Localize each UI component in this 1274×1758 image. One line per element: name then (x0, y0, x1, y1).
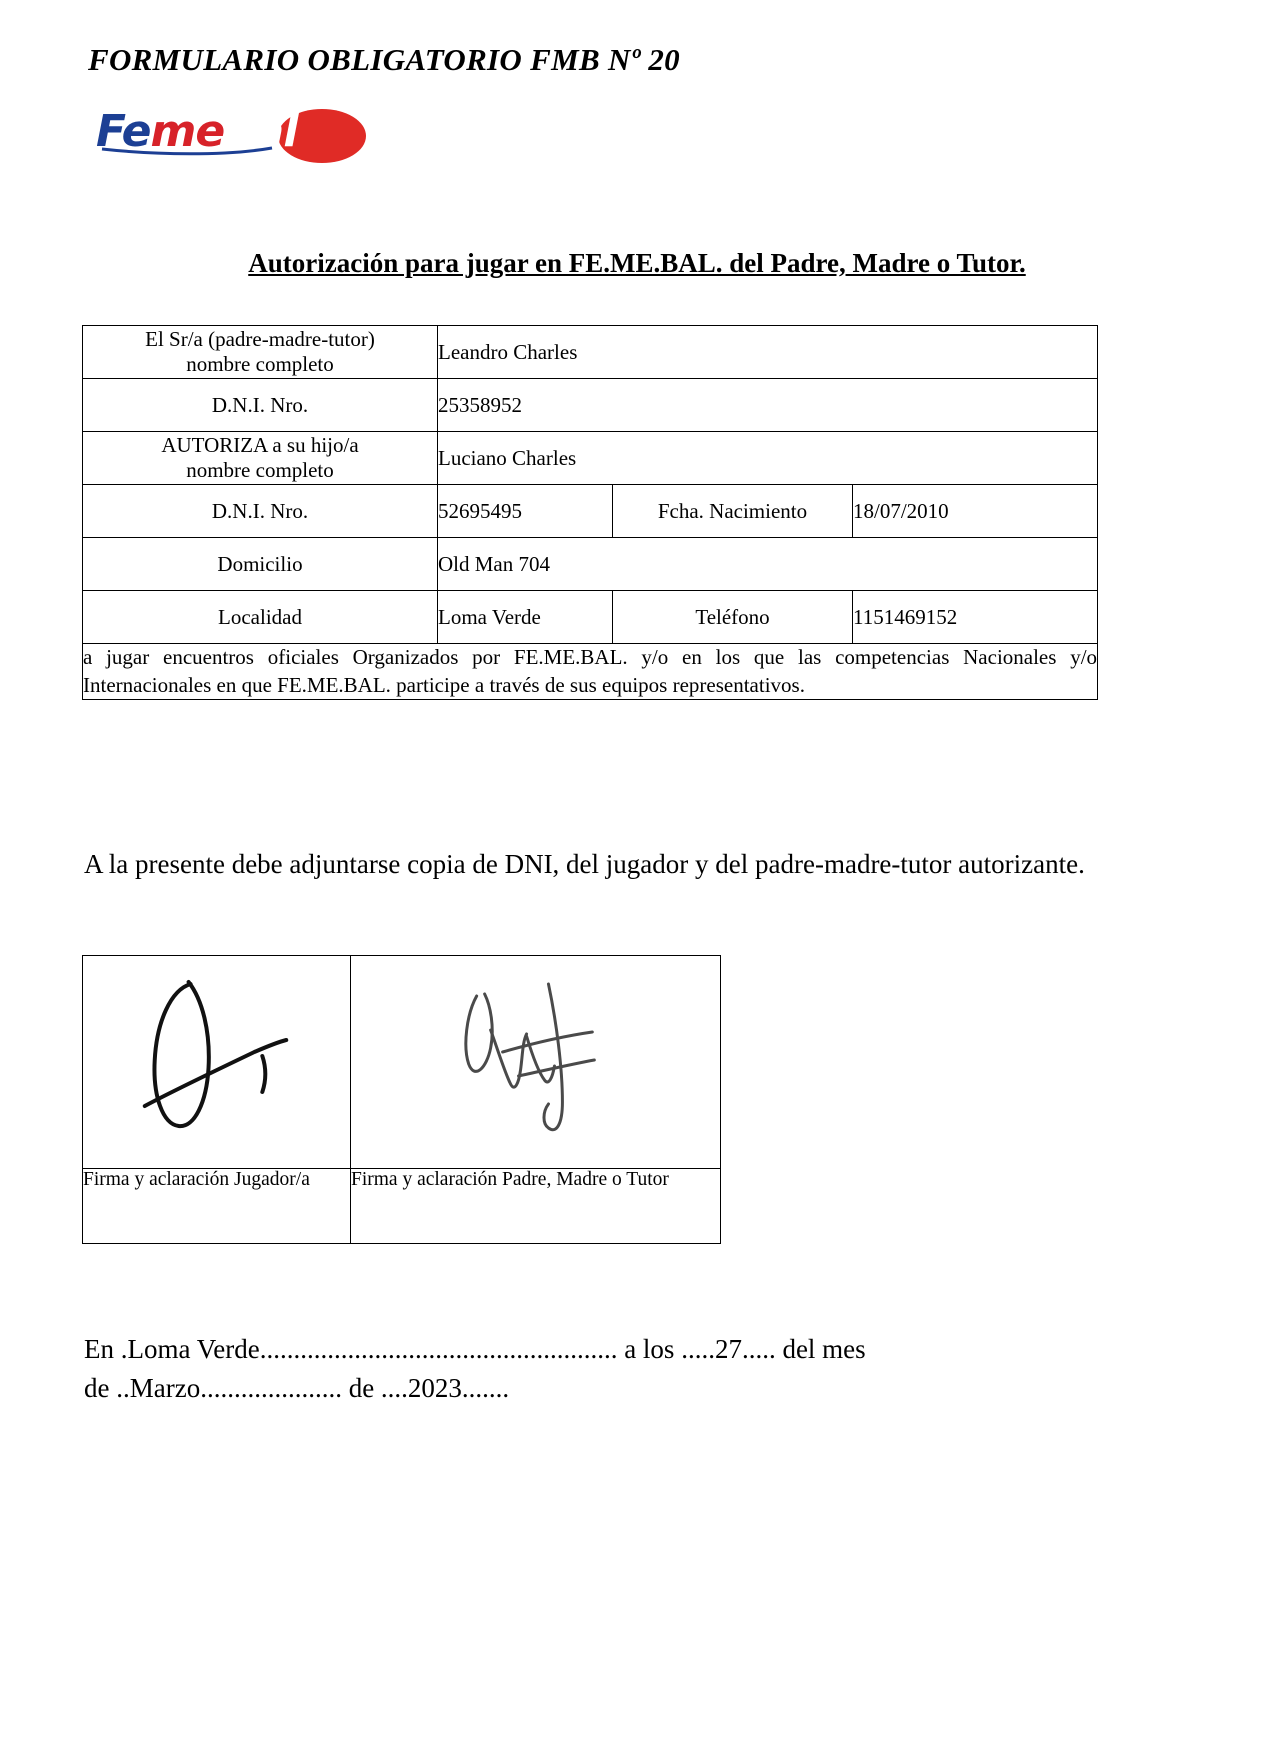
signature-table (82, 955, 721, 1244)
table-row (83, 432, 1098, 485)
child-name-value[interactable]: Luciano Charles (438, 432, 1098, 485)
phone-value[interactable]: 1151469152 (853, 591, 1098, 644)
child-dni-label: D.N.I. Nro. (83, 485, 438, 538)
address-value[interactable]: Old Man 704 (438, 538, 1098, 591)
table-row (83, 644, 1098, 700)
child-dni-value[interactable]: 52695495 (438, 485, 613, 538)
table-row (83, 485, 1098, 538)
guardian-signature-caption: Firma y aclaración Padre, Madre o Tutor (351, 1169, 721, 1244)
table-row (83, 379, 1098, 432)
tutor-dni-value[interactable]: 25358952 (438, 379, 1098, 432)
phone-label: Teléfono (613, 591, 853, 644)
guardian-signature-box[interactable] (351, 956, 721, 1169)
logo-text-me: me (150, 106, 225, 157)
player-signature-caption: Firma y aclaración Jugador/a (83, 1169, 351, 1244)
signature-caption-row (83, 1169, 721, 1244)
page-title: FORMULARIO OBLIGATORIO FMB Nº 20 (88, 42, 680, 77)
tutor-dni-label: D.N.I. Nro. (83, 379, 438, 432)
player-signature-icon (83, 956, 350, 1168)
logo-text-bal: bal (224, 106, 298, 157)
section-heading: Autorización para jugar en FE.ME.BAL. del Padre, Madre o Tutor. (248, 248, 1026, 278)
birthdate-value[interactable]: 18/07/2010 (853, 485, 1098, 538)
city-label: Localidad (83, 591, 438, 644)
address-label: Domicilio (83, 538, 438, 591)
table-row (83, 591, 1098, 644)
attachment-note: A la presente debe adjuntarse copia de DNI, del jugador y del padre-madre-tutor autorizante. (84, 849, 1085, 879)
tutor-name-value[interactable]: Leandro Charles (438, 326, 1098, 379)
signature-row (83, 956, 721, 1169)
footer-line-1: En .Loma Verde..................................................... a los .....27..... del mes (84, 1334, 866, 1364)
femebal-logo (96, 103, 376, 165)
birthdate-label: Fcha. Nacimiento (613, 485, 853, 538)
authorization-paragraph: a jugar encuentros oficiales Organizados por FE.ME.BAL. y/o en los que las competencias Nacionales y/o Internacionales en que FE.ME.BAL. participe a través de sus equipos representativos. (83, 644, 1098, 700)
child-name-label: AUTORIZA a su hijo/a nombre completo (83, 432, 438, 485)
authorization-table (82, 325, 1098, 700)
logo-text-fe: Fe (96, 106, 151, 157)
footer-line-2: de ..Marzo..................... de ....2023....... (84, 1373, 510, 1404)
city-value[interactable]: Loma Verde (438, 591, 613, 644)
logo-underline-icon (96, 103, 376, 165)
player-signature-box[interactable] (83, 956, 351, 1169)
footer-place-date (84, 1330, 1144, 1408)
table-row (83, 326, 1098, 379)
table-row (83, 538, 1098, 591)
guardian-signature-icon (351, 956, 720, 1168)
tutor-name-label: El Sr/a (padre-madre-tutor) nombre completo (83, 326, 438, 379)
